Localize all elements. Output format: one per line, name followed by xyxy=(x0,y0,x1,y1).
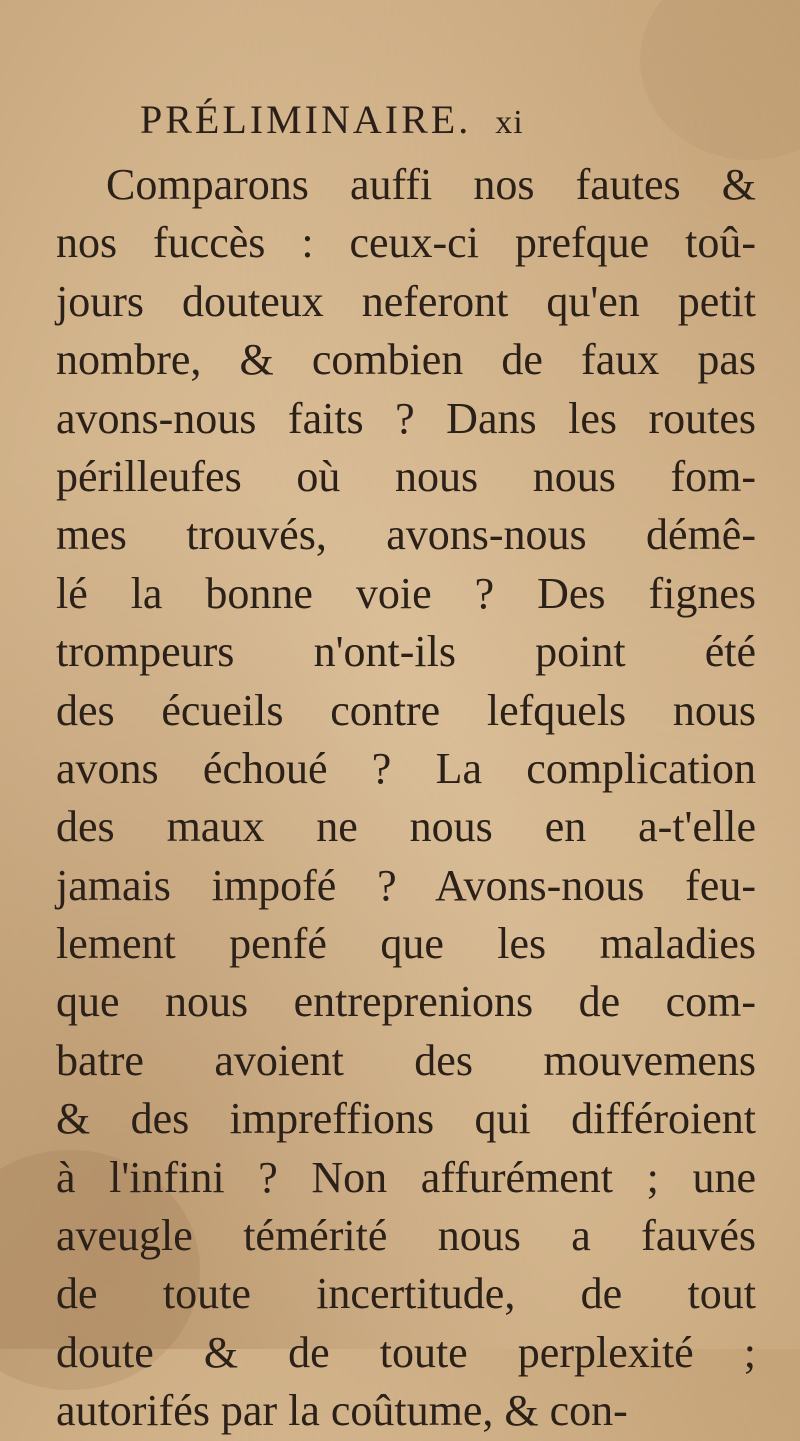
text-line: avons-nous faits ? Dans les routes xyxy=(56,393,756,443)
text-line: des maux ne nous en a-t'elle xyxy=(56,802,756,852)
running-header xyxy=(140,96,740,143)
page-number: xi xyxy=(495,104,524,141)
text-line: mes trouvés, avons-nous démê- xyxy=(56,510,756,560)
text-line: des écueils contre lefquels nous xyxy=(56,685,756,735)
body-text xyxy=(56,156,756,1441)
text-line: avons échoué ? La complication xyxy=(56,743,756,793)
text-line: trompeurs n'ont-ils point été xyxy=(56,627,756,677)
text-line: que nous entreprenions de com- xyxy=(56,977,756,1027)
text-line: doute & de toute perplexité ; xyxy=(56,1327,756,1377)
text-line: périlleufes où nous nous fom- xyxy=(56,451,756,501)
text-line: aveugle témérité nous a fauvés xyxy=(56,1211,756,1261)
text-line: Comparons auffi nos fautes & xyxy=(106,160,756,209)
text-line: jamais impofé ? Avons-nous feu- xyxy=(56,860,756,910)
text-line: nos fuccès : ceux-ci prefque toû- xyxy=(56,218,756,268)
text-line: autorifés par la coûtume, & con- xyxy=(56,1386,628,1436)
text-line: lé la bonne voie ? Des fignes xyxy=(56,568,756,618)
text-line: à l'infini ? Non affurément ; une xyxy=(56,1152,756,1202)
text-line: de toute incertitude, de tout xyxy=(56,1269,756,1319)
text-line: batre avoient des mouvemens xyxy=(56,1035,756,1085)
text-line: lement penfé que les maladies xyxy=(56,919,756,969)
text-line: & des impreffions qui différoient xyxy=(56,1094,756,1144)
text-line: jours douteux neferont qu'en petit xyxy=(56,276,756,326)
header-title: PRÉLIMINAIRE. xyxy=(140,97,472,142)
text-line: nombre, & combien de faux pas xyxy=(56,335,756,385)
